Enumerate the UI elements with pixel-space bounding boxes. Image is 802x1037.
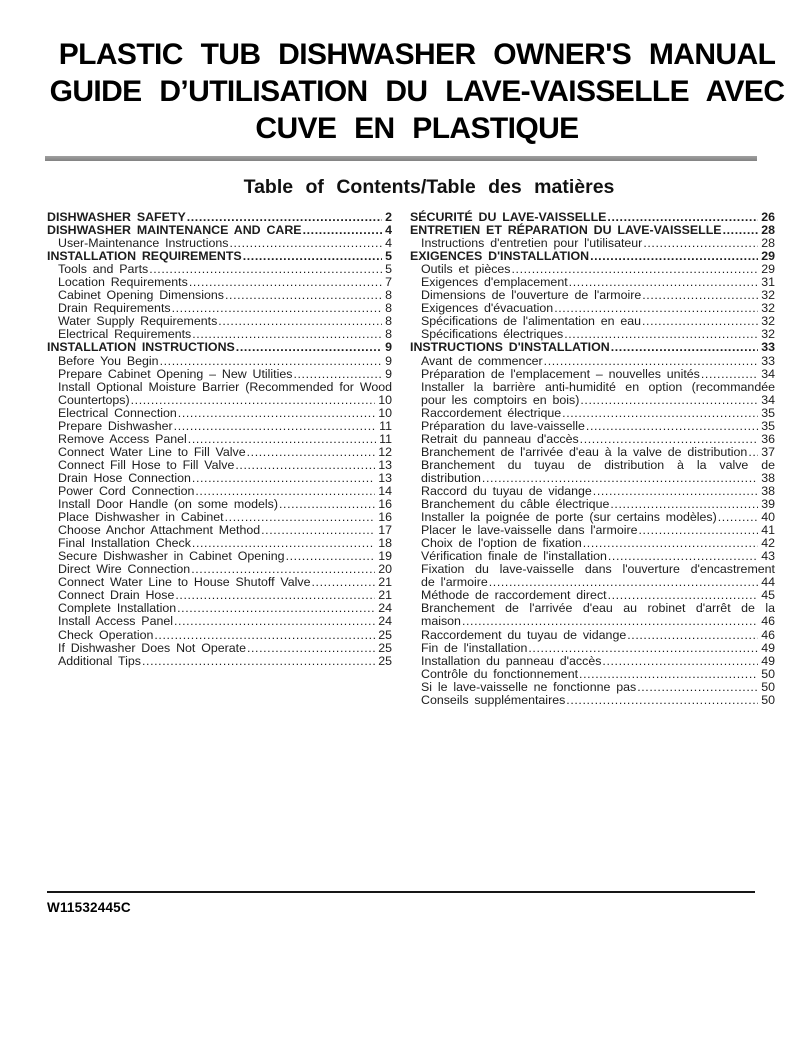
toc-entry-label: Préparation du lave-vaisselle	[421, 418, 585, 433]
toc-entry-label: Installer la poignée de porte (sur certains modèles)	[421, 510, 717, 525]
toc-column-english	[47, 211, 392, 707]
toc-entry	[410, 355, 775, 368]
toc-page-number: 28	[761, 223, 775, 238]
toc-entry-label: Check Operation	[58, 627, 154, 642]
title-divider-rule	[45, 156, 757, 161]
toc-page-number: 8	[385, 301, 392, 316]
toc-entry-label: Cabinet Opening Dimensions	[58, 288, 224, 303]
dot-leader	[561, 407, 758, 420]
toc-page-number: 14	[378, 483, 392, 498]
dot-leader	[592, 485, 758, 498]
toc-entry	[47, 629, 392, 642]
toc-entry	[410, 694, 775, 707]
toc-entry-label: Vérification finale de l'installation	[421, 549, 607, 564]
toc-entry	[47, 615, 392, 628]
toc-entry	[47, 446, 392, 459]
dot-leader	[641, 315, 758, 328]
toc-page-number: 35	[761, 418, 775, 433]
dot-leader	[610, 341, 759, 354]
dot-leader	[717, 511, 758, 524]
toc-entry-label: SÉCURITÉ DU LAVE-VAISSELLE	[410, 210, 607, 224]
toc-page-number: 8	[385, 327, 392, 342]
toc-entry-label: Méthode de raccordement direct	[421, 588, 607, 603]
toc-entry	[47, 368, 392, 381]
toc-entry-label: Install Door Handle (on some models)	[58, 497, 278, 512]
toc-page-number: 34	[761, 392, 775, 407]
toc-page-number: 28	[761, 236, 775, 251]
toc-entry-label: Install Access Panel	[58, 614, 173, 629]
toc-entry-label: Dimensions de l'ouverture de l'armoire	[421, 288, 642, 303]
dot-leader	[153, 629, 375, 642]
toc-entry	[410, 420, 775, 433]
toc-entry-label: Before You Begin	[58, 353, 159, 368]
dot-leader	[187, 433, 376, 446]
dot-leader	[177, 407, 375, 420]
toc-page-number: 25	[378, 627, 392, 642]
toc-entry-label: Tools and Parts	[58, 262, 149, 277]
dot-leader	[578, 668, 758, 681]
toc-entry-label: Branchement du tuyau de distribution à la valve de	[421, 457, 775, 472]
toc-page-number: 13	[378, 470, 392, 485]
dot-leader	[302, 224, 383, 237]
toc-entry	[47, 420, 392, 433]
toc-page-number: 4	[385, 236, 392, 251]
dot-leader	[242, 250, 382, 263]
toc-entry-label: Instructions d'entretien pour l'utilisateur	[421, 236, 643, 251]
toc-entry	[410, 602, 775, 615]
toc-page-number: 31	[761, 275, 775, 290]
dot-leader	[641, 289, 758, 302]
toc-page-number: 11	[379, 418, 392, 433]
dot-leader	[217, 315, 382, 328]
toc-page-number: 21	[378, 575, 392, 590]
toc-entry-label: distribution	[421, 470, 481, 485]
toc-entry-label: DISHWASHER SAFETY	[47, 210, 186, 224]
toc-entry-label: Préparation de l'emplacement – nouvelles unités	[421, 366, 700, 381]
dot-leader	[228, 237, 382, 250]
toc-columns	[47, 211, 775, 707]
dot-leader	[224, 289, 382, 302]
dot-leader	[579, 433, 759, 446]
toc-entry-label: ENTRETIEN ET RÉPARATION DU LAVE-VAISSELLE	[410, 223, 722, 238]
dot-leader	[601, 655, 758, 668]
toc-entry-label: Exigences d'emplacement	[421, 275, 568, 290]
toc-entry-label: Remove Access Panel	[58, 431, 187, 446]
toc-entry-label: Contrôle du fonctionnement	[421, 666, 579, 681]
toc-page-number: 50	[761, 692, 775, 707]
toc-entry-label: Raccordement électrique	[421, 405, 562, 420]
dot-leader	[638, 524, 759, 537]
toc-entry	[47, 381, 392, 394]
toc-page-number: 45	[761, 588, 775, 603]
toc-entry-label: Connect Water Line to Fill Valve	[58, 444, 246, 459]
dot-leader	[260, 524, 375, 537]
toc-page-number: 38	[761, 483, 775, 498]
dot-leader	[278, 498, 375, 511]
toc-page-number: 46	[761, 614, 775, 629]
toc-entry	[410, 368, 775, 381]
toc-page-number: 32	[761, 301, 775, 316]
toc-entry-label: Electrical Requirements	[58, 327, 192, 342]
toc-page-number: 8	[385, 288, 392, 303]
toc-entry-label: pour les comptoirs en bois)	[421, 392, 580, 407]
manual-title-line-english: PLASTIC TUB DISHWASHER OWNER'S MANUAL	[58, 38, 776, 71]
toc-page-number: 43	[761, 549, 775, 564]
toc-entry-label: Additional Tips	[58, 653, 141, 668]
toc-page-number: 29	[761, 262, 775, 277]
toc-entry-label: INSTRUCTIONS D'INSTALLATION	[410, 340, 610, 355]
toc-column-french	[410, 211, 775, 707]
toc-page-number: 36	[761, 431, 775, 446]
toc-entry-label: Prepare Cabinet Opening – New Utilities	[58, 366, 293, 381]
dot-leader	[130, 394, 376, 407]
toc-entry-label: Avant de commencer	[421, 353, 543, 368]
dot-leader	[292, 368, 382, 381]
toc-entry-label: Choose Anchor Attachment Method	[58, 523, 261, 538]
dot-leader	[722, 224, 759, 237]
dot-leader	[579, 394, 758, 407]
toc-entry	[47, 341, 392, 354]
toc-entry	[47, 355, 392, 368]
toc-entry-label: Drain Hose Connection	[58, 470, 191, 485]
dot-leader	[246, 642, 375, 655]
manual-title	[36, 36, 798, 147]
toc-entry-label: Fixation du lave-vaisselle dans l'ouverture d'encastrement	[421, 562, 775, 577]
toc-page-number: 16	[378, 510, 392, 525]
toc-page-number: 7	[385, 275, 392, 290]
dot-leader	[191, 472, 375, 485]
toc-page-number: 9	[385, 353, 392, 368]
toc-entry-label: Choix de l'option de fixation	[421, 536, 582, 551]
dot-leader	[159, 355, 383, 368]
toc-page-number: 24	[378, 614, 392, 629]
toc-entry-label: INSTALLATION INSTRUCTIONS	[47, 340, 235, 355]
toc-page-number: 41	[761, 523, 775, 538]
toc-page-number: 5	[385, 249, 392, 264]
dot-leader	[176, 602, 375, 615]
dot-leader	[285, 550, 376, 563]
toc-entry-label: Installer la barrière anti-humidité en option (recommandée	[421, 379, 775, 394]
toc-entry	[410, 381, 775, 394]
toc-entry-label: Si le lave-vaisselle ne fonctionne pas	[421, 679, 637, 694]
toc-entry-label: Power Cord Connection	[58, 483, 195, 498]
toc-page-number: 40	[761, 510, 775, 525]
dot-leader	[642, 237, 758, 250]
toc-entry	[410, 681, 775, 694]
dot-leader	[234, 459, 375, 472]
dot-leader	[747, 446, 758, 459]
toc-entry-label: Branchement de l'arrivée d'eau au robinet d'arrêt de la	[421, 601, 775, 616]
toc-entry-label: Installation du panneau d'accès	[421, 653, 602, 668]
toc-entry	[410, 394, 775, 407]
toc-page-number: 44	[761, 575, 775, 590]
toc-entry-label: EXIGENCES D'INSTALLATION	[410, 249, 590, 264]
toc-entry-label: Exigences d'évacuation	[421, 301, 554, 316]
toc-entry	[47, 407, 392, 420]
toc-entry-label: User-Maintenance Instructions	[58, 236, 229, 251]
toc-page-number: 10	[378, 405, 392, 420]
dot-leader	[141, 655, 375, 668]
toc-entry-label: Complete Installation	[58, 601, 177, 616]
toc-page-number: 32	[761, 327, 775, 342]
toc-entry	[47, 642, 392, 655]
dot-leader	[461, 615, 758, 628]
toc-page-number: 9	[385, 366, 392, 381]
toc-page-number: 21	[378, 588, 392, 603]
toc-page-number: 32	[761, 314, 775, 329]
toc-page-number: 34	[761, 366, 775, 381]
toc-page-number: 2	[385, 210, 392, 224]
toc-entry-label: Branchement de l'arrivée d'eau à la valve de distribution	[421, 444, 748, 459]
toc-page-number: 9	[385, 340, 392, 355]
toc-page-number: 25	[378, 640, 392, 655]
toc-entry	[410, 615, 775, 628]
toc-entry-label: If Dishwasher Does Not Operate	[58, 640, 246, 655]
manual-title-line-french-2: CUVE EN PLASTIQUE	[255, 112, 579, 145]
toc-page-number: 26	[761, 210, 775, 224]
toc-entry	[47, 655, 392, 668]
toc-page-number: 12	[378, 444, 392, 459]
toc-entry-label: Placer le lave-vaisselle dans l'armoire	[421, 523, 638, 538]
dot-leader	[173, 615, 375, 628]
toc-entry-label: Direct Wire Connection	[58, 562, 191, 577]
toc-page-number: 4	[385, 223, 392, 238]
toc-page-number: 13	[378, 457, 392, 472]
dot-leader	[543, 355, 759, 368]
dot-leader	[700, 368, 758, 381]
manual-title-line-french-1: GUIDE D’UTILISATION DU LAVE-VAISSELLE AVEC	[49, 75, 785, 108]
toc-page-number: 49	[761, 653, 775, 668]
toc-page-number: 46	[761, 627, 775, 642]
toc-page-number: 17	[378, 523, 392, 538]
dot-leader	[585, 420, 758, 433]
toc-page-number: 38	[761, 470, 775, 485]
toc-entry	[410, 407, 775, 420]
toc-entry	[410, 433, 775, 446]
toc-page-number: 39	[761, 497, 775, 512]
toc-page-number: 25	[378, 653, 392, 668]
toc-entry-label: Countertops)	[58, 392, 130, 407]
toc-entry	[410, 629, 775, 642]
toc-entry-label: Connect Drain Hose	[58, 588, 175, 603]
toc-entry-label: Retrait du panneau d'accès	[421, 431, 579, 446]
toc-page-number: 35	[761, 405, 775, 420]
dot-leader	[235, 341, 382, 354]
toc-page-number: 37	[761, 444, 775, 459]
toc-page-number: 5	[385, 262, 392, 277]
toc-entry-label: Location Requirements	[58, 275, 188, 290]
document-part-number: W11532445C	[47, 900, 131, 915]
toc-entry-label: Raccord du tuyau de vidange	[421, 483, 592, 498]
toc-entry-label: maison	[421, 614, 461, 629]
toc-page-number: 8	[385, 314, 392, 329]
dot-leader	[246, 446, 376, 459]
footer-rule	[47, 891, 755, 893]
toc-entry-label: Connect Fill Hose to Fill Valve	[58, 457, 235, 472]
toc-entry-label: Conseils supplémentaires	[421, 692, 566, 707]
toc-page-number: 33	[761, 353, 775, 368]
toc-page-number: 24	[378, 601, 392, 616]
toc-entry	[47, 433, 392, 446]
toc-page-number: 29	[761, 249, 775, 264]
toc-page-number: 20	[378, 562, 392, 577]
dot-leader	[589, 250, 758, 263]
dot-leader	[174, 589, 375, 602]
dot-leader	[310, 576, 375, 589]
toc-entry-label: Spécifications de l'alimentation en eau	[421, 314, 641, 329]
toc-page-number: 10	[378, 392, 392, 407]
toc-entry-label: Place Dishwasher in Cabinet	[58, 510, 224, 525]
toc-page-number: 42	[761, 536, 775, 551]
toc-entry-label: Outils et pièces	[421, 262, 511, 277]
toc-entry-label: Secure Dishwasher in Cabinet Opening	[58, 549, 285, 564]
toc-entry-label: Electrical Connection	[58, 405, 177, 420]
toc-entry	[410, 459, 775, 472]
toc-entry-label: Spécifications électriques	[421, 327, 564, 342]
toc-heading: Table of Contents/Table des matières	[243, 176, 615, 198]
toc-entry-label: Final Installation Check	[58, 536, 191, 551]
toc-page-number: 49	[761, 640, 775, 655]
toc-page-number: 18	[378, 536, 392, 551]
toc-entry	[410, 446, 775, 459]
toc-entry-label: Prepare Dishwasher	[58, 418, 173, 433]
toc-entry	[410, 655, 775, 668]
dot-leader	[173, 420, 376, 433]
toc-page-number: 50	[761, 679, 775, 694]
toc-page-number: 33	[761, 340, 775, 355]
toc-page-number: 32	[761, 288, 775, 303]
toc-entry	[410, 668, 775, 681]
toc-entry-label: Raccordement du tuyau de vidange	[421, 627, 627, 642]
toc-entry-label: de l'armoire	[421, 575, 488, 590]
toc-entry-label: INSTALLATION REQUIREMENTS	[47, 249, 242, 264]
dot-leader	[636, 681, 758, 694]
toc-page-number: 50	[761, 666, 775, 681]
toc-entry-label: Connect Water Line to House Shutoff Valve	[58, 575, 311, 590]
toc-entry-label: Install Optional Moisture Barrier (Recommended for Wood	[58, 379, 392, 394]
toc-entry	[47, 394, 392, 407]
dot-leader	[582, 537, 758, 550]
toc-entry-label: Drain Requirements	[58, 301, 171, 316]
toc-page-number: 19	[378, 549, 392, 564]
toc-page-number: 16	[378, 497, 392, 512]
toc-entry-label: Branchement du câble électrique	[421, 497, 610, 512]
dot-leader	[626, 629, 758, 642]
dot-leader	[565, 694, 758, 707]
toc-entry	[47, 459, 392, 472]
toc-entry-label: Fin de l'installation	[421, 640, 528, 655]
toc-entry	[410, 341, 775, 354]
dot-leader	[527, 642, 758, 655]
toc-entry	[410, 642, 775, 655]
toc-entry-label: Water Supply Requirements	[58, 314, 218, 329]
toc-entry-label: DISHWASHER MAINTENANCE AND CARE	[47, 223, 302, 238]
toc-page-number: 11	[379, 431, 392, 446]
